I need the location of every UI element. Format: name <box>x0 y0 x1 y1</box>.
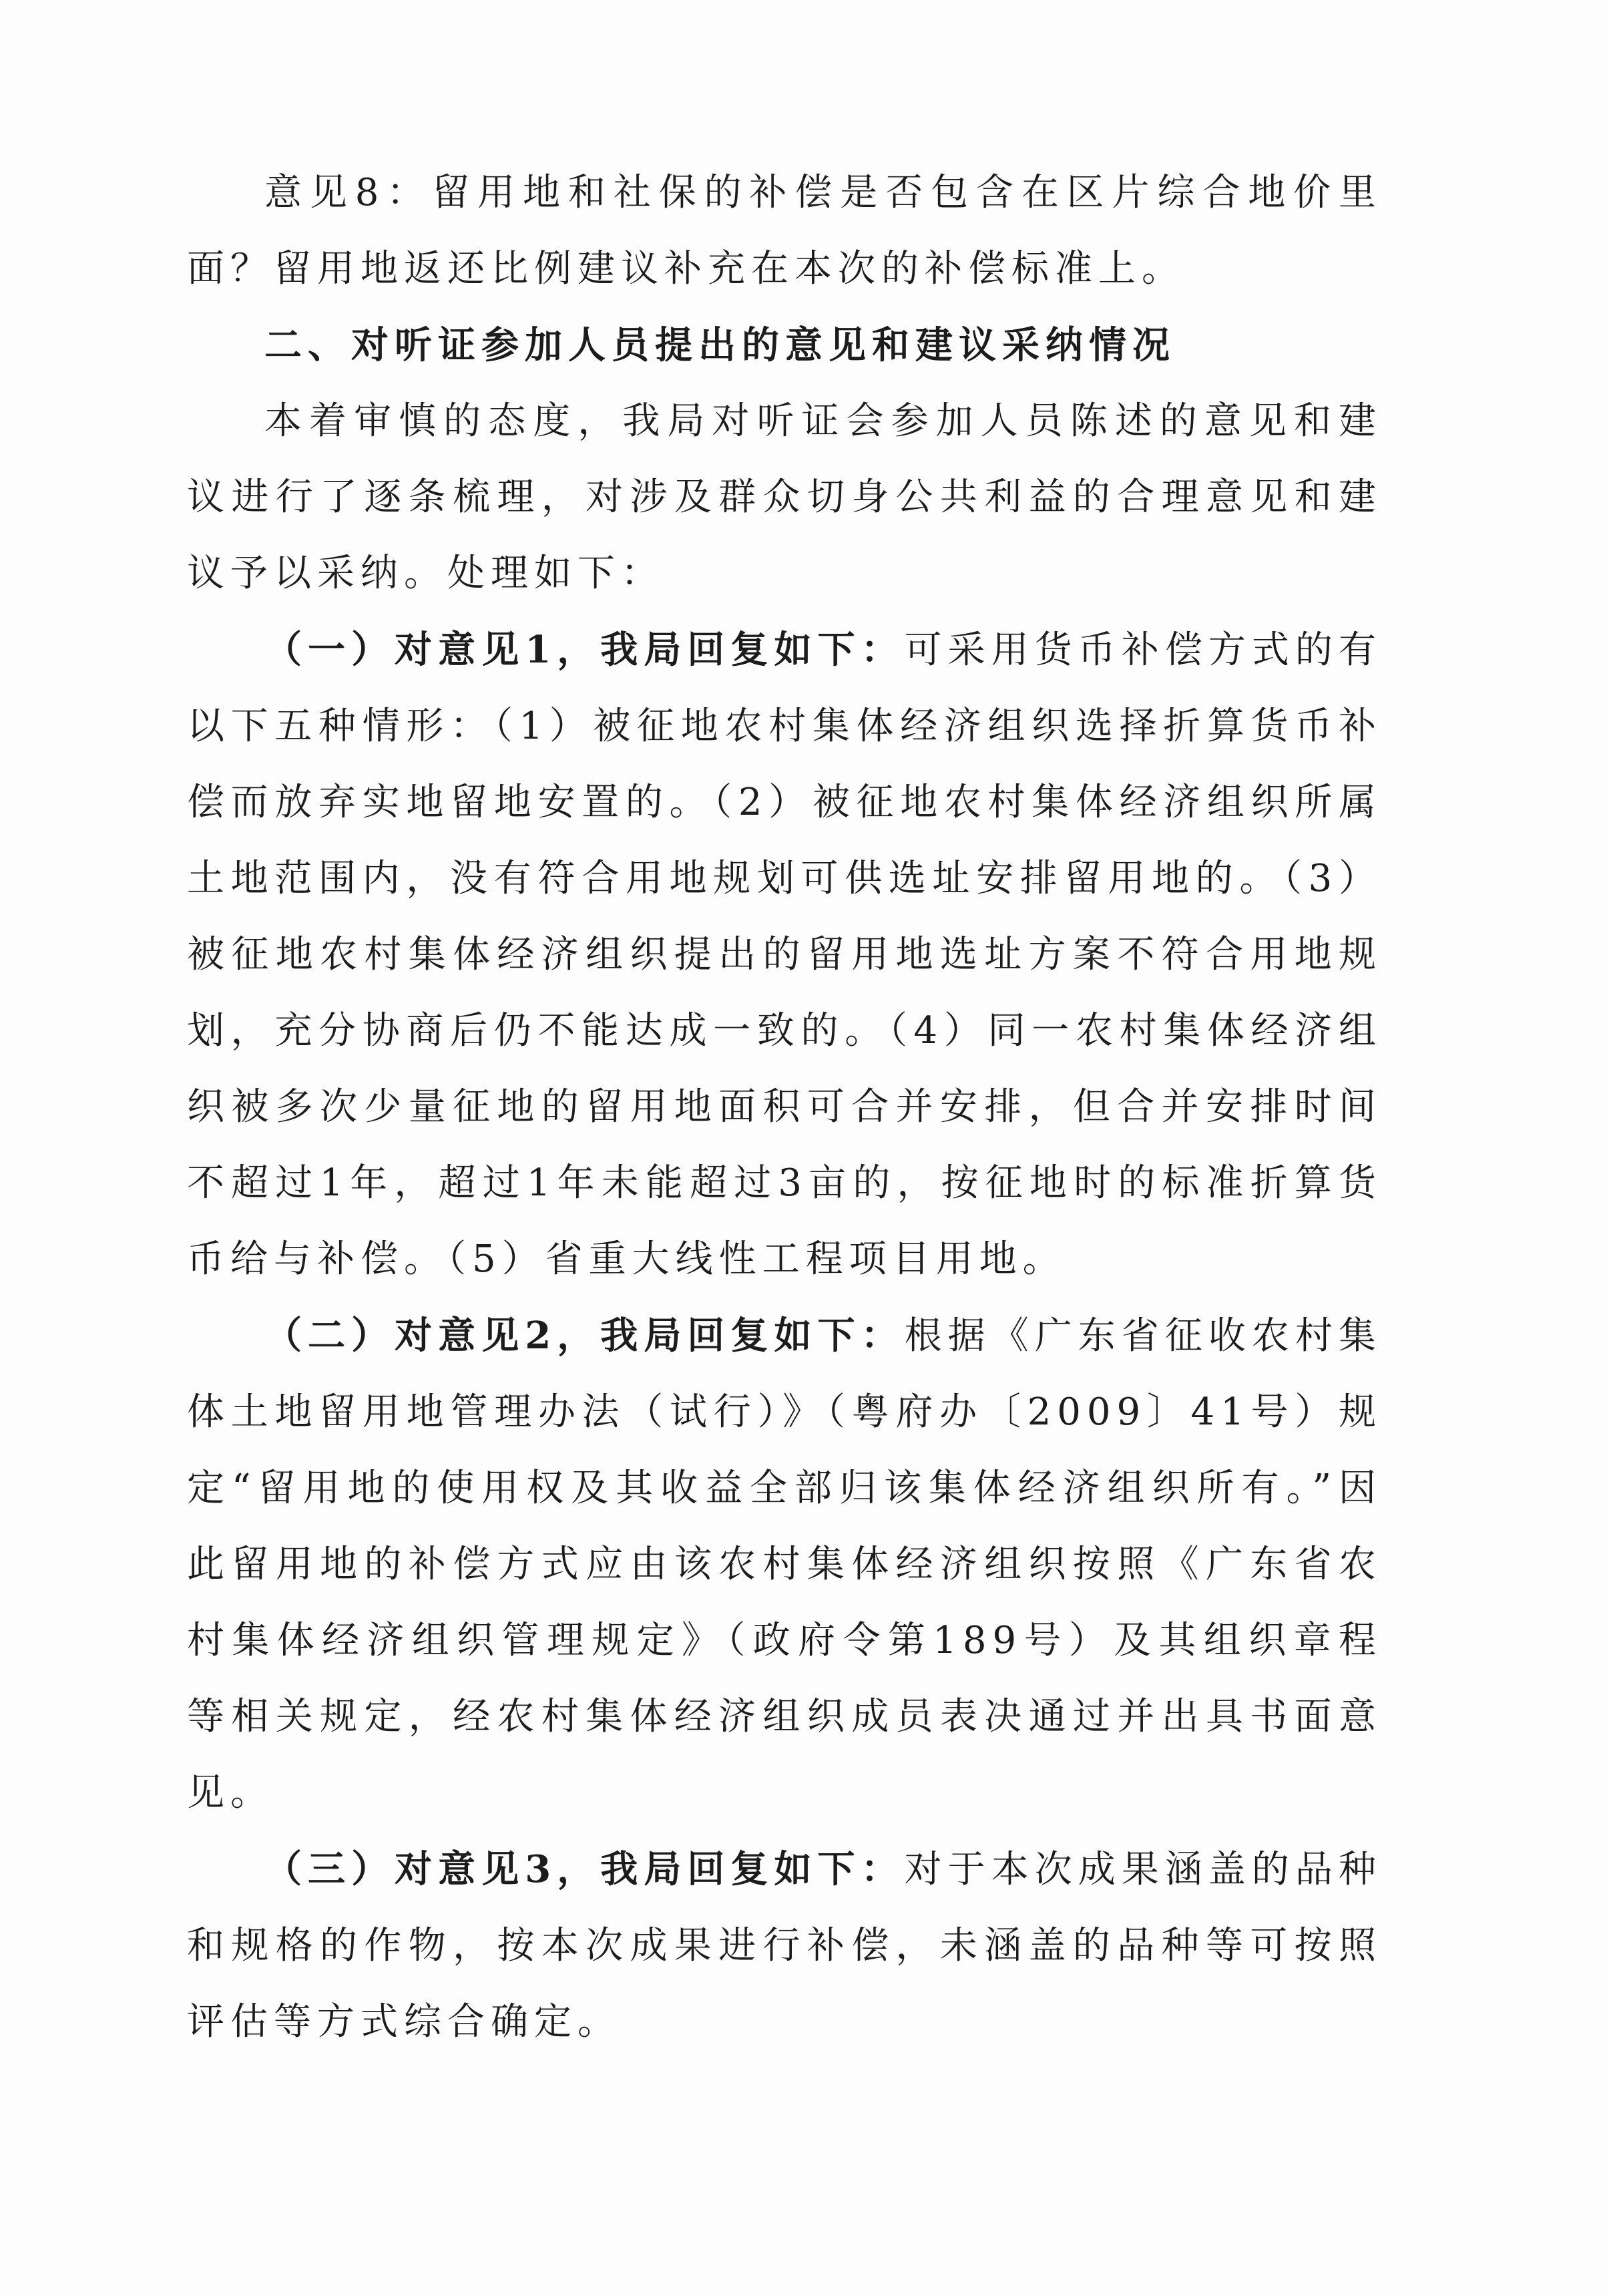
document-body <box>187 155 1382 2060</box>
intro-paragraph: 本着审慎的态度，我局对听证会参加人员陈述的意见和建议进行了逐条梳理，对涉及群众切身公共利益的合理意见和建议予以采纳。处理如下： <box>187 399 1382 595</box>
reply-1-lead: （一）对意见1，我局回复如下： <box>264 628 905 672</box>
section-2-heading: 二、对听证参加人员提出的意见和建议采纳情况 <box>264 323 1176 367</box>
reply-2-paragraph <box>187 1298 1382 1831</box>
reply-3-body: 对于本次成果涵盖的品种和规格的作物，按本次成果进行补偿，未涵盖的品种等可按照评估等方式综合确定。 <box>187 1848 1383 2044</box>
opinion-8-paragraph: 意见8：留用地和社保的补偿是否包含在区片综合地价里面？留用地返还比例建议补充在本次的补偿标准上。 <box>187 171 1382 291</box>
reply-1-paragraph <box>187 612 1382 1298</box>
reply-2-body: 根据《广东省征收农村集体土地留用地管理办法（试行）》（粤府办〔2009〕41号）规定“留用地的使用权及其收益全部归该集体经济组织所有。”因此留用地的补偿方式应由该农村集体经济组织按照《广东省农村集体经济组织管理规定》（政府令第189号）及其组织章程等相关规定，经农村集体经济组织成员表决通过并出具书面意见。 <box>187 1314 1383 1814</box>
reply-3-lead: （三）对意见3，我局回复如下： <box>264 1847 905 1891</box>
reply-1-body: 可采用货币补偿方式的有以下五种情形：（1）被征地农村集体经济组织选择折算货币补偿而放弃实地留地安置的。（2）被征地农村集体经济组织所属土地范围内，没有符合用地规划可供选址安排留用地的。（3）被征地农村集体经济组织提出的留用地选址方案不符合用地规划，充分协商后仍不能达成一致的。（4）同一农村集体经济组织被多次少量征地的留用地面积可合并安排，但合并安排时间不超过1年，超过1年未能超过3亩的，按征地时的标准折算货币给与补偿。（5）省重大线性工程项目用地。 <box>187 628 1383 1281</box>
reply-2-lead: （二）对意见2，我局回复如下： <box>264 1314 905 1358</box>
reply-3-paragraph <box>187 1831 1382 2060</box>
